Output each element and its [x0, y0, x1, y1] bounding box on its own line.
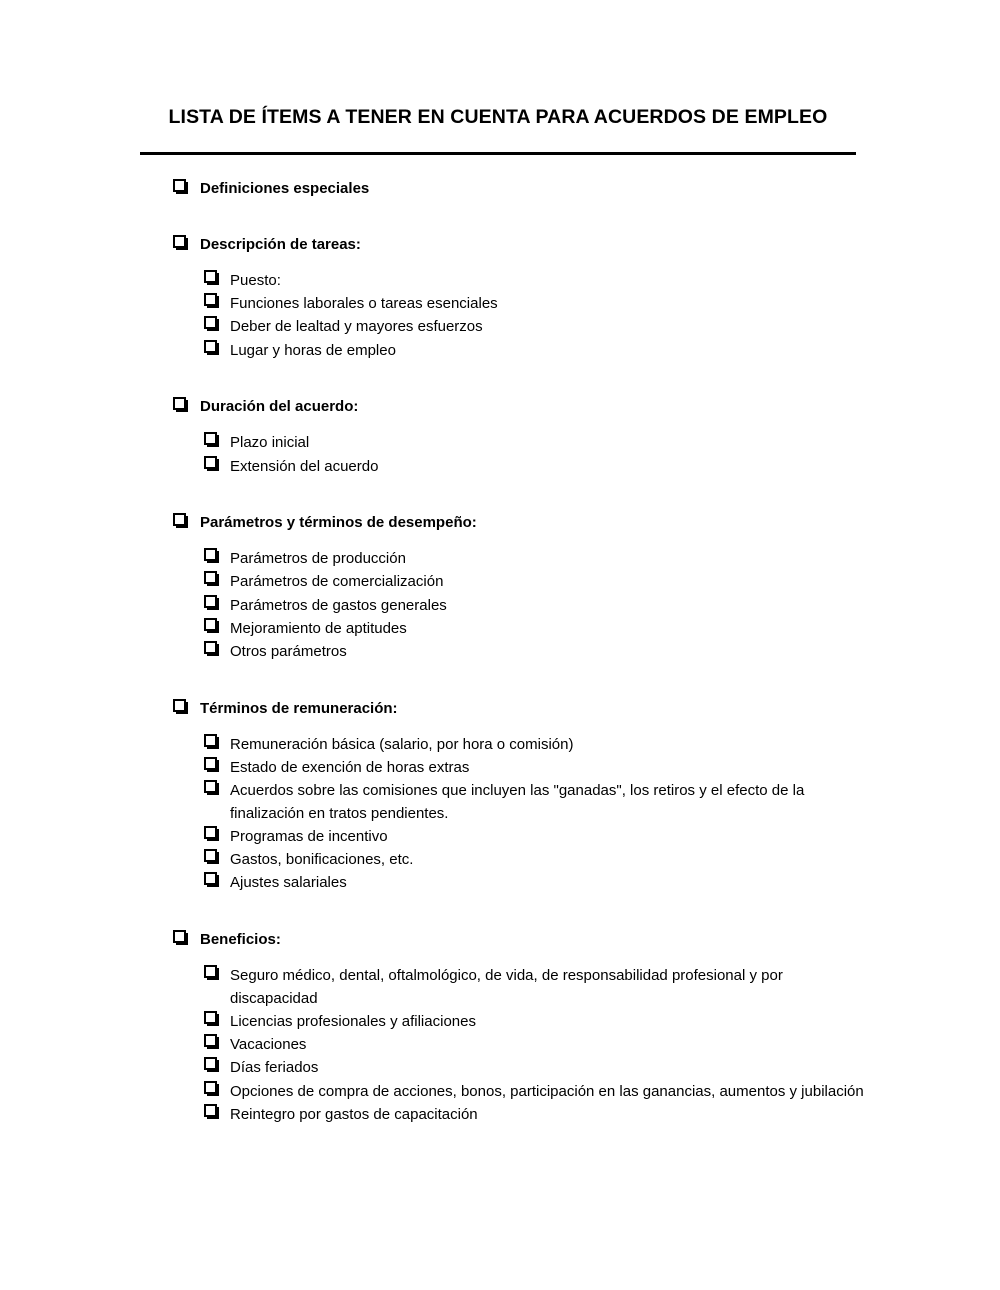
checkbox-icon[interactable]	[204, 1011, 219, 1026]
list-item[interactable]	[0, 641, 1000, 664]
checkbox-icon[interactable]	[204, 1081, 219, 1096]
checkbox-icon[interactable]	[204, 780, 219, 795]
list-item-label: Puesto:	[230, 272, 281, 289]
checkbox-icon[interactable]	[173, 699, 188, 714]
checkbox-icon[interactable]	[204, 734, 219, 749]
checkbox-icon[interactable]	[173, 235, 188, 250]
checklist-section	[0, 512, 1000, 664]
list-item-label: Ajustes salariales	[230, 874, 347, 892]
checklist-section	[0, 178, 1000, 200]
list-item-label: Estado de exención de horas extras	[230, 758, 470, 776]
section-item-list	[0, 734, 1000, 895]
list-item[interactable]	[0, 1057, 1000, 1080]
list-item[interactable]	[0, 316, 1000, 339]
checkbox-icon[interactable]	[173, 397, 188, 412]
section-heading-row[interactable]	[0, 929, 1000, 951]
checkbox-icon[interactable]	[204, 849, 219, 864]
section-heading-label: Duración del acuerdo:	[200, 398, 359, 416]
section-heading-row[interactable]	[0, 512, 1000, 534]
list-item[interactable]	[0, 757, 1000, 780]
list-item-label: Licencias profesionales y afiliaciones	[230, 1013, 476, 1031]
checkbox-icon[interactable]	[204, 872, 219, 887]
section-heading-row[interactable]	[0, 234, 1000, 256]
checkbox-icon[interactable]	[173, 513, 188, 528]
list-item[interactable]	[0, 548, 1000, 571]
list-item-label: Extensión del acuerdo	[230, 457, 379, 475]
checkbox-icon[interactable]	[204, 456, 219, 471]
section-item-list	[0, 548, 1000, 664]
list-item-label: Parámetros de comercialización	[230, 573, 444, 591]
section-heading-label: Beneficios:	[200, 931, 281, 949]
list-item-label: Parámetros de gastos generales	[230, 596, 447, 614]
list-item[interactable]	[0, 456, 1000, 479]
section-heading-row[interactable]	[0, 396, 1000, 418]
list-item[interactable]	[0, 872, 1000, 895]
list-item-label: Reintegro por gastos de capacitación	[230, 1105, 478, 1123]
list-item[interactable]	[0, 1081, 1000, 1104]
checkbox-icon[interactable]	[204, 618, 219, 633]
checkbox-icon[interactable]	[204, 641, 219, 656]
list-item[interactable]	[0, 618, 1000, 641]
list-item-label: Días feriados	[230, 1059, 319, 1077]
checkbox-icon[interactable]	[173, 930, 188, 945]
list-item[interactable]	[0, 965, 1000, 1010]
checklist	[0, 178, 1000, 1127]
checkbox-icon[interactable]	[204, 316, 219, 331]
checkbox-icon[interactable]	[204, 595, 219, 610]
checkbox-icon[interactable]	[204, 340, 219, 355]
list-item-label: Deber de lealtad y mayores esfuerzos	[230, 318, 483, 336]
list-item[interactable]	[0, 571, 1000, 594]
checkbox-icon[interactable]	[173, 179, 188, 194]
list-item-label: Remuneración básica (salario, por hora o comisión)	[230, 735, 574, 753]
list-item-label: Plazo inicial	[230, 434, 310, 452]
section-heading-row[interactable]	[0, 698, 1000, 720]
list-item-label: Mejoramiento de aptitudes	[230, 619, 407, 637]
checklist-section	[0, 396, 1000, 478]
list-item-label: Lugar y horas de empleo	[230, 341, 396, 359]
list-item[interactable]	[0, 293, 1000, 316]
checkbox-icon[interactable]	[204, 548, 219, 563]
list-item-label: Acuerdos sobre las comisiones que incluyen las "ganadas", los retiros y el efecto de la finalización en tratos pendientes.	[230, 782, 805, 822]
checkbox-icon[interactable]	[204, 432, 219, 447]
list-item[interactable]	[0, 340, 1000, 363]
list-item[interactable]	[0, 734, 1000, 757]
list-item-label: Opciones de compra de acciones, bonos, participación en las ganancias, aumentos y jubilación	[230, 1082, 864, 1100]
list-item-label: Programas de incentivo	[230, 828, 388, 846]
checkbox-icon[interactable]	[204, 1057, 219, 1072]
section-item-list	[0, 432, 1000, 478]
section-heading-label: Términos de remuneración:	[200, 699, 398, 717]
list-item-label: Funciones laborales o tareas esenciales	[230, 295, 498, 313]
list-item[interactable]	[0, 849, 1000, 872]
checkbox-icon[interactable]	[204, 293, 219, 308]
checkbox-icon[interactable]	[204, 571, 219, 586]
list-item-label: Seguro médico, dental, oftalmológico, de vida, de responsabilidad profesional y por discapacidad	[230, 967, 783, 1007]
checkbox-icon[interactable]	[204, 826, 219, 841]
checkbox-icon[interactable]	[204, 965, 219, 980]
checklist-section	[0, 929, 1000, 1126]
list-item[interactable]	[0, 826, 1000, 849]
list-item[interactable]	[0, 432, 1000, 455]
checkbox-icon[interactable]	[204, 1104, 219, 1119]
list-item[interactable]	[0, 1034, 1000, 1057]
section-item-list	[0, 270, 1000, 362]
section-heading-label: Definiciones especiales	[200, 180, 370, 197]
list-item-label: Vacaciones	[230, 1036, 307, 1054]
list-item-label: Parámetros de producción	[230, 550, 406, 568]
list-item-label: Otros parámetros	[230, 643, 347, 661]
list-item[interactable]	[0, 270, 1000, 293]
list-item[interactable]	[0, 780, 1000, 825]
list-item-label: Gastos, bonificaciones, etc.	[230, 851, 414, 869]
checkbox-icon[interactable]	[204, 1034, 219, 1049]
title-divider	[140, 152, 856, 155]
checklist-section	[0, 698, 1000, 895]
page-title: LISTA DE ÍTEMS A TENER EN CUENTA PARA ACUERDOS DE EMPLEO	[168, 106, 828, 128]
list-item[interactable]	[0, 1011, 1000, 1034]
list-item[interactable]	[0, 1104, 1000, 1127]
section-heading-row[interactable]	[0, 178, 1000, 200]
checkbox-icon[interactable]	[204, 757, 219, 772]
checklist-section	[0, 234, 1000, 362]
list-item[interactable]	[0, 595, 1000, 618]
section-heading-label: Descripción de tareas:	[200, 236, 361, 253]
section-item-list	[0, 965, 1000, 1126]
section-heading-label: Parámetros y términos de desempeño:	[200, 514, 477, 532]
checkbox-icon[interactable]	[204, 270, 219, 285]
